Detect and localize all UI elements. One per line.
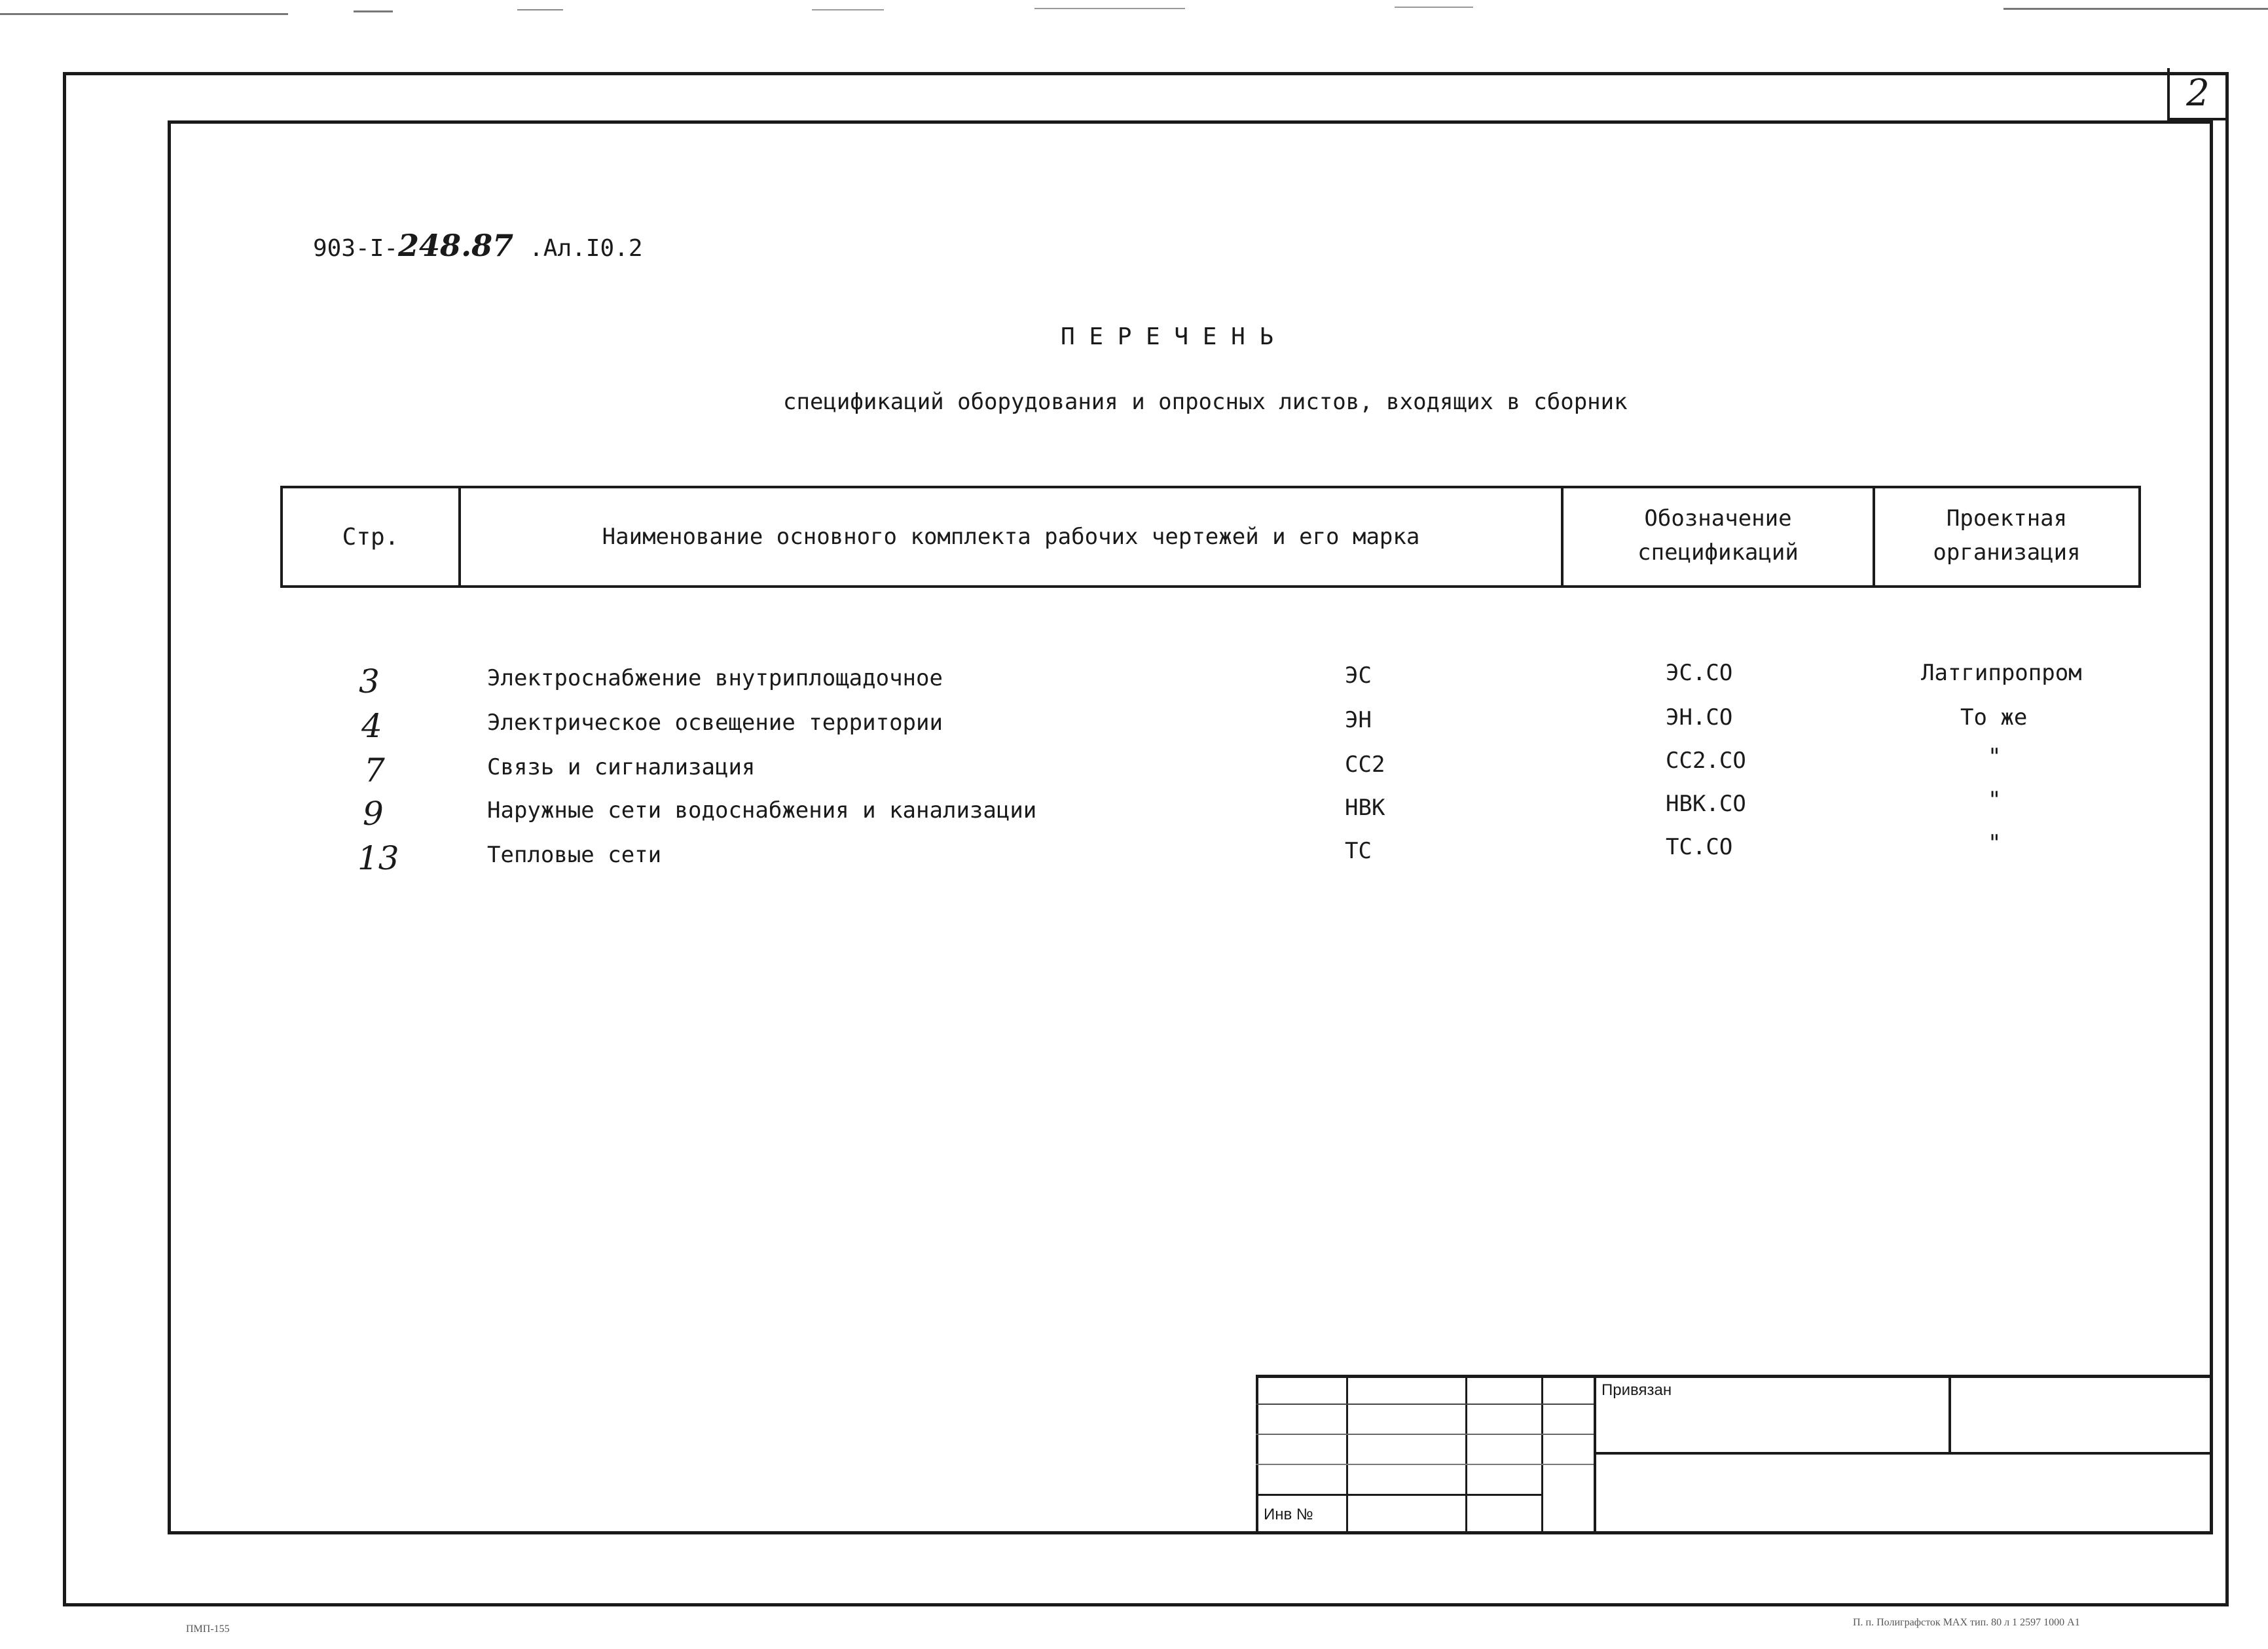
row-page: 7 [364,752,385,789]
row-mark: ЭС [1345,662,1372,689]
document-code [313,228,643,263]
row-name: Наружные сети водоснабжения и канализации [487,797,1037,824]
row-designation: ЭН.СО [1666,704,1733,731]
sheet-number: 2 [2167,68,2226,120]
header-organization-line2: организация [1933,539,2081,566]
row-organization: То же [1960,704,2028,731]
row-page: 13 [357,839,399,877]
scan-edge-line [0,13,288,15]
footer-right-note: П. п. Полиграфсток МАХ тип. 80 л 1 2597 1000 А1 [1853,1617,2080,1628]
stamp-grid-line [1256,1404,1594,1405]
footer-left-note: ПМП-155 [186,1623,230,1635]
header-organization [1875,488,2138,585]
document-code-suffix: .Ал.I0.2 [529,235,643,262]
stamp-border [1256,1375,1258,1533]
table-header [280,486,2141,588]
row-mark: СС2 [1345,752,1385,778]
row-designation: НВК.СО [1666,791,1746,817]
document-code-prefix: 903-I- [313,235,399,262]
inv-number-label: Инв № [1264,1506,1313,1523]
row-page: 9 [363,795,384,833]
header-designation-line1: Обозначение [1644,505,1792,532]
stamp-grid-line [1465,1375,1467,1533]
row-name: Электроснабжение внутриплощадочное [487,665,943,691]
scan-edge-line [354,10,393,12]
stamp-grid-line [1256,1494,1541,1496]
stamp-grid-line [1256,1434,1594,1435]
title-block [1256,1375,2212,1533]
row-name: Связь и сигнализация [487,754,756,780]
row-page: 4 [361,707,382,745]
stamp-border [1256,1375,2212,1378]
stamp-grid-line [1541,1375,1543,1533]
stamp-grid-line [1256,1464,1594,1465]
scan-edge-line [1395,7,1473,8]
row-mark: ЭН [1345,707,1372,733]
header-page: Стр. [283,488,461,585]
row-mark: НВК [1345,795,1385,821]
attached-label: Привязан [1601,1381,1672,1399]
row-name: Тепловые сети [487,842,662,868]
row-page: 3 [359,662,380,700]
document-title: П Е Р Е Ч Е Н Ь [1061,323,1274,350]
header-designation-line2: спецификаций [1637,539,1799,566]
row-designation: ТС.СО [1666,834,1733,860]
document-subtitle: спецификаций оборудования и опросных листов, входящих в сборник [783,389,1628,415]
stamp-grid-line [1594,1452,2212,1455]
stamp-grid-line [1948,1375,1951,1453]
document-code-handwritten: 248.87 [398,228,514,263]
row-designation: СС2.СО [1666,748,1746,774]
scan-edge-line [812,9,884,10]
row-organization: " [1988,787,2002,813]
scan-edge-line [2003,8,2268,10]
row-organization: " [1988,830,2002,856]
row-organization: Латгипропром [1921,660,2082,686]
header-organization-line1: Проектная [1946,505,2068,532]
scan-edge-line [1034,8,1185,9]
row-organization: " [1988,744,2002,770]
header-designation [1564,488,1875,585]
row-designation: ЭС.СО [1666,660,1733,686]
row-name: Электрическое освещение территории [487,710,943,736]
stamp-grid-line [1346,1375,1348,1533]
scan-edge-line [517,9,563,10]
row-mark: ТС [1345,838,1372,864]
header-name: Наименование основного комплекта рабочих чертежей и его марка [461,488,1564,585]
